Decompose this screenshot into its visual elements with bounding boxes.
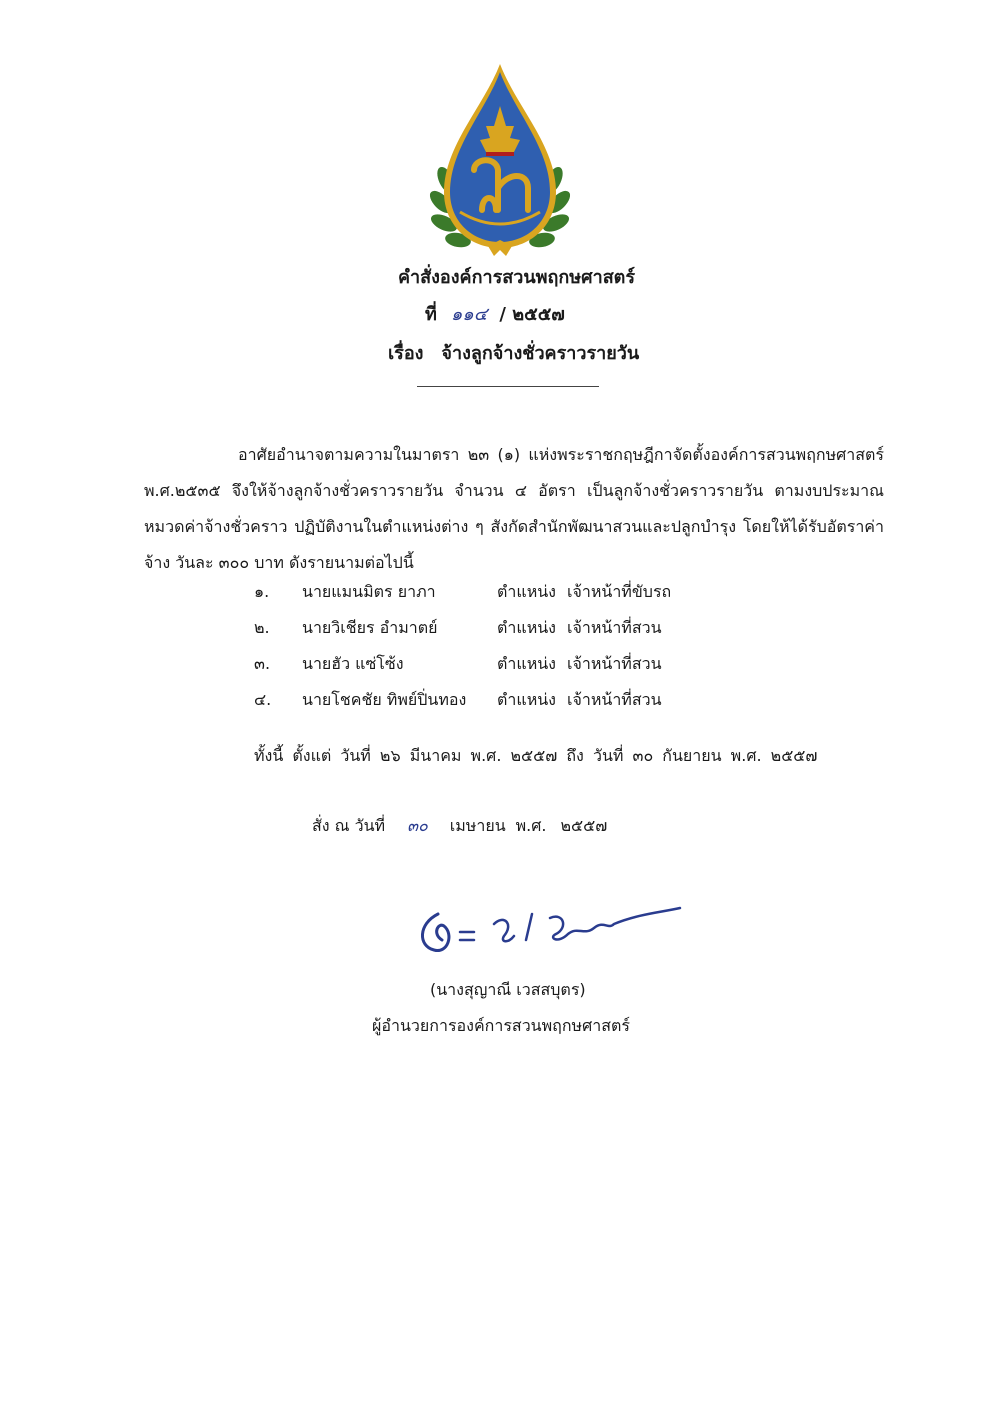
order-date bbox=[312, 814, 607, 839]
staff-position: เจ้าหน้าที่สวน bbox=[567, 690, 662, 709]
organization-emblem-icon bbox=[424, 60, 576, 260]
subject-text: จ้างลูกจ้างชั่วคราวรายวัน bbox=[441, 343, 640, 364]
employment-period: ทั้งนี้ ตั้งแต่ วันที่ ๒๖ มีนาคม พ.ศ. ๒๕๕๗ ถึง วันที่ ๓๐ กันยายน พ.ศ. ๒๕๕๗ bbox=[254, 746, 818, 765]
signer-title: ผู้อำนวยการองค์การสวนพฤกษศาสตร์ bbox=[372, 1016, 630, 1035]
order-number-label: ที่ bbox=[425, 304, 437, 325]
order-paragraph: อาศัยอำนาจตามความในมาตรา ๒๓ (๑) แห่งพระราชกฤษฎีกาจัดตั้งองค์การสวนพฤกษศาสตร์ พ.ศ.๒๕๓๕ จึงให้จ้างลูกจ้างชั่วคราวรายวัน จำนวน ๔ อัตรา เป็นลูกจ้างชั่วคราวรายวัน ตามงบประมาณ หมวดค่าจ้างชั่วคราว ปฏิบัติงานในตำแหน่งต่าง ๆ สังกัดสำนักพัฒนาสวนและปลูกบำรุง โดยให้ได้รับอัตราค่าจ้าง วันละ ๓๐๐ บาท ดังรายนามต่อไปนี้ bbox=[144, 445, 884, 572]
staff-number: ๒. bbox=[254, 618, 270, 637]
order-date-era: พ.ศ. bbox=[515, 816, 547, 835]
staff-position-label: ตำแหน่ง bbox=[497, 618, 556, 637]
staff-name: นายแมนมิตร ยาภา bbox=[302, 582, 436, 601]
staff-position-label: ตำแหน่ง bbox=[497, 582, 556, 601]
order-number-handwritten: ๑๑๔ bbox=[450, 304, 488, 325]
staff-name: นายวิเชียร อำมาตย์ bbox=[302, 618, 438, 637]
subject-label: เรื่อง bbox=[388, 343, 424, 364]
order-number bbox=[425, 299, 565, 328]
order-date-year: ๒๕๕๗ bbox=[560, 816, 608, 835]
staff-position: เจ้าหน้าที่สวน bbox=[567, 618, 662, 637]
staff-number: ๔. bbox=[254, 690, 272, 709]
staff-position-label: ตำแหน่ง bbox=[497, 654, 556, 673]
signer-name: (นางสุญาณี เวสสบุตร) bbox=[430, 980, 586, 999]
header-divider bbox=[417, 386, 599, 387]
staff-position: เจ้าหน้าที่สวน bbox=[567, 654, 662, 673]
order-subject bbox=[388, 338, 639, 367]
staff-position: เจ้าหน้าที่ขับรถ bbox=[567, 582, 672, 601]
handwritten-signature bbox=[408, 884, 688, 964]
order-title: คำสั่งองค์การสวนพฤกษศาสตร์ bbox=[398, 267, 636, 288]
staff-name: นายโชคชัย ทิพย์ปิ่นทอง bbox=[302, 690, 467, 709]
order-date-day-handwritten: ๓๐ bbox=[407, 816, 428, 835]
staff-number: ๑. bbox=[254, 582, 270, 601]
order-number-year: / ๒๕๕๗ bbox=[499, 304, 565, 325]
order-date-label: สั่ง ณ วันที่ bbox=[312, 816, 386, 835]
order-body bbox=[144, 437, 884, 581]
staff-number: ๓. bbox=[254, 654, 271, 673]
staff-position-label: ตำแหน่ง bbox=[497, 690, 556, 709]
order-date-month: เมษายน bbox=[449, 816, 506, 835]
staff-name: นายฮัว แซ่โซ้ง bbox=[302, 654, 404, 673]
